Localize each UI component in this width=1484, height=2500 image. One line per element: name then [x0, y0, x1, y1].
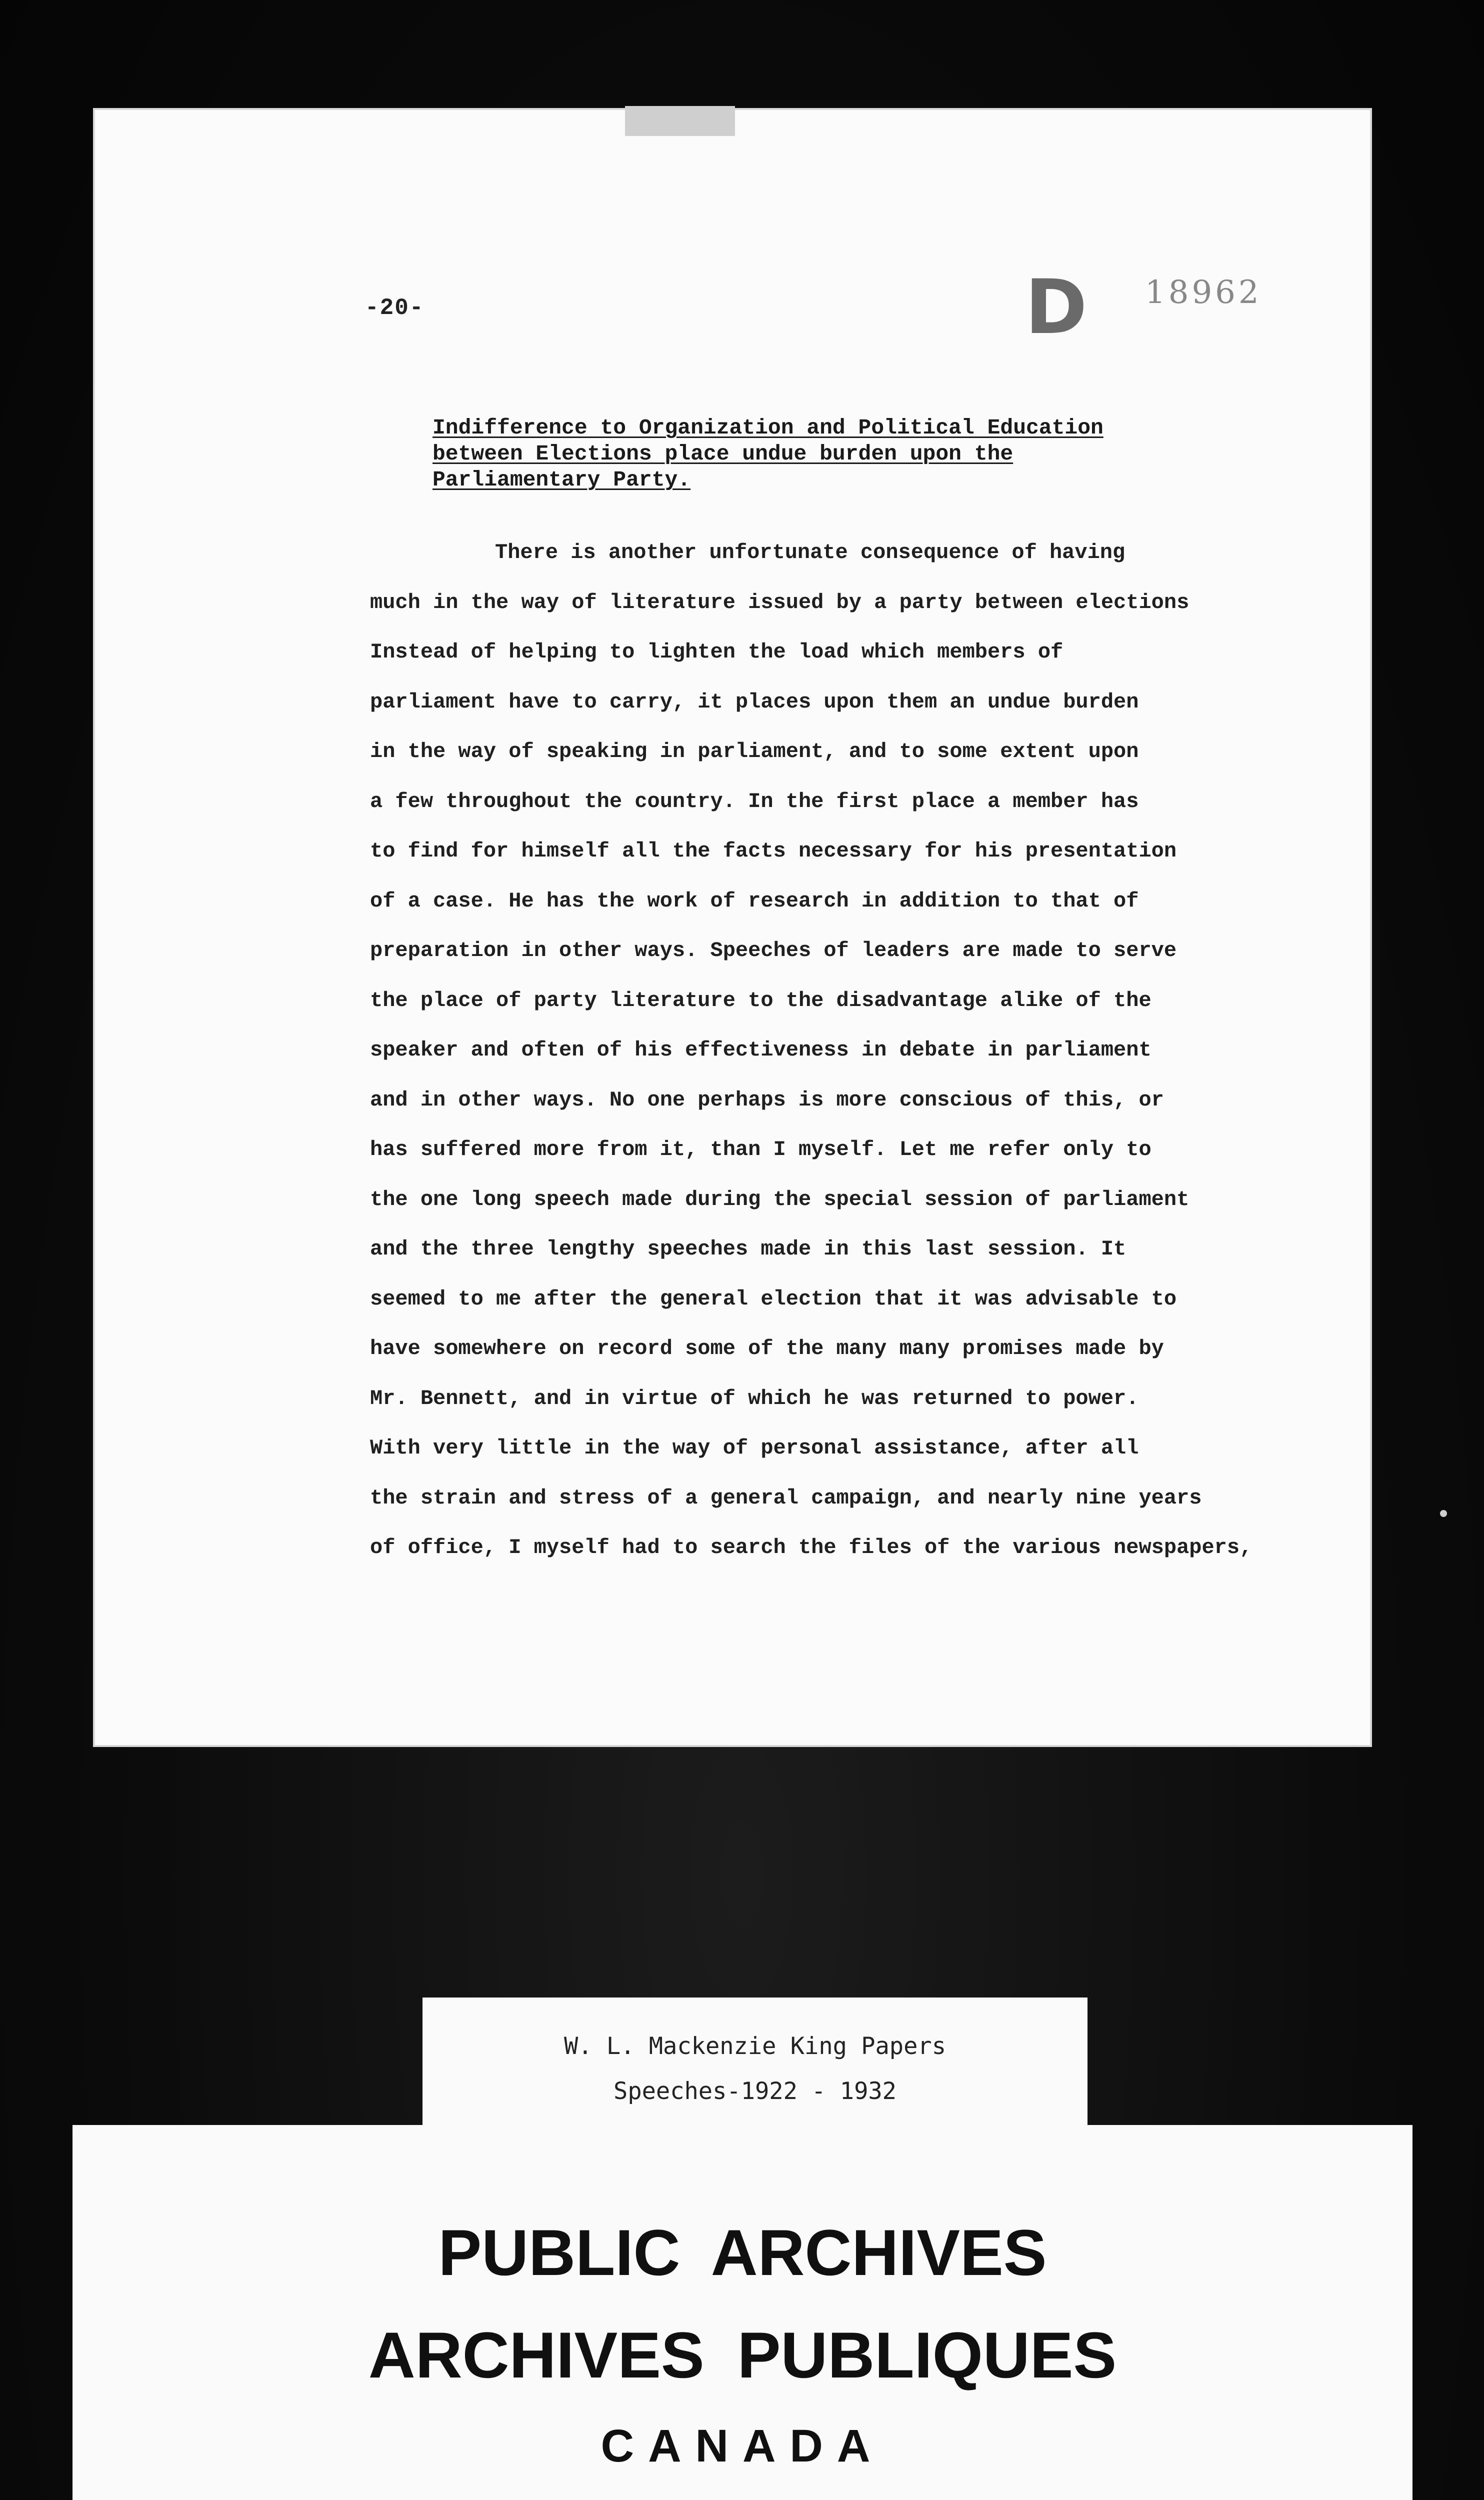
body-line: in the way of speaking in parliament, and to some extent upon — [370, 740, 1139, 764]
body-line: of office, I myself had to search the files of the various newspapers, — [370, 1536, 1252, 1560]
body-line: have somewhere on record some of the many many promises made by — [370, 1336, 1164, 1360]
collection-label — [422, 1998, 1088, 2132]
body-line: a few throughout the country. In the first place a member has — [370, 789, 1139, 814]
stamp-letter: D — [1025, 264, 1088, 351]
body-line: of a case. He has the work of research in addition to that of — [370, 888, 1139, 913]
body-line: There is another unfortunate consequence of having — [495, 540, 1126, 564]
page-number: -20- — [365, 295, 424, 321]
paper-clip-mark — [625, 106, 735, 136]
heading-line: between Elections place undue burden upon the — [432, 442, 1014, 466]
body-line: and the three lengthy speeches made in this last session. It — [370, 1237, 1126, 1261]
body-line: and in other ways. No one perhaps is more conscious of this, or — [370, 1088, 1164, 1112]
body-line: Mr. Bennett, and in virtue of which he was returned to power. — [370, 1386, 1139, 1410]
archive-title-fr: ARCHIVES PUBLIQUES — [368, 2318, 1117, 2392]
body-line: the one long speech made during the special session of parliament — [370, 1187, 1190, 1212]
body-text — [370, 538, 1252, 1582]
body-line: the strain and stress of a general campaign, and nearly nine years — [370, 1486, 1202, 1510]
body-line: With very little in the way of personal assistance, after all — [370, 1436, 1139, 1460]
archive-label — [72, 2125, 1412, 2500]
body-line: seemed to me after the general election that it was advisable to — [370, 1286, 1177, 1311]
body-line: the place of party literature to the disadvantage alike of the — [370, 988, 1152, 1012]
reference-number: 18962 — [1145, 274, 1262, 311]
collection-series: Speeches-1922 - 1932 — [614, 2078, 896, 2105]
archive-title-en: PUBLIC ARCHIVES — [438, 2216, 1047, 2289]
body-line: much in the way of literature issued by a party between elections — [370, 590, 1190, 614]
body-line: has suffered more from it, than I myself. Let me refer only to — [370, 1138, 1152, 1162]
body-line: parliament have to carry, it places upon them an undue burden — [370, 690, 1139, 714]
collection-name: W. L. Mackenzie King Papers — [564, 2032, 946, 2060]
archive-country: CANADA — [600, 2420, 884, 2472]
body-line: speaker and often of his effectiveness in debate in parliament — [370, 1038, 1152, 1062]
body-line: Instead of helping to lighten the load which members of — [370, 640, 1064, 664]
film-corner-mark — [1440, 1510, 1447, 1517]
section-heading — [432, 415, 1132, 493]
body-line: preparation in other ways. Speeches of leaders are made to serve — [370, 938, 1177, 962]
body-line: to find for himself all the facts necessary for his presentation — [370, 839, 1177, 863]
heading-line: Indifference to Organization and Political Education — [432, 416, 1104, 440]
heading-line: Parliamentary Party. — [432, 468, 691, 492]
